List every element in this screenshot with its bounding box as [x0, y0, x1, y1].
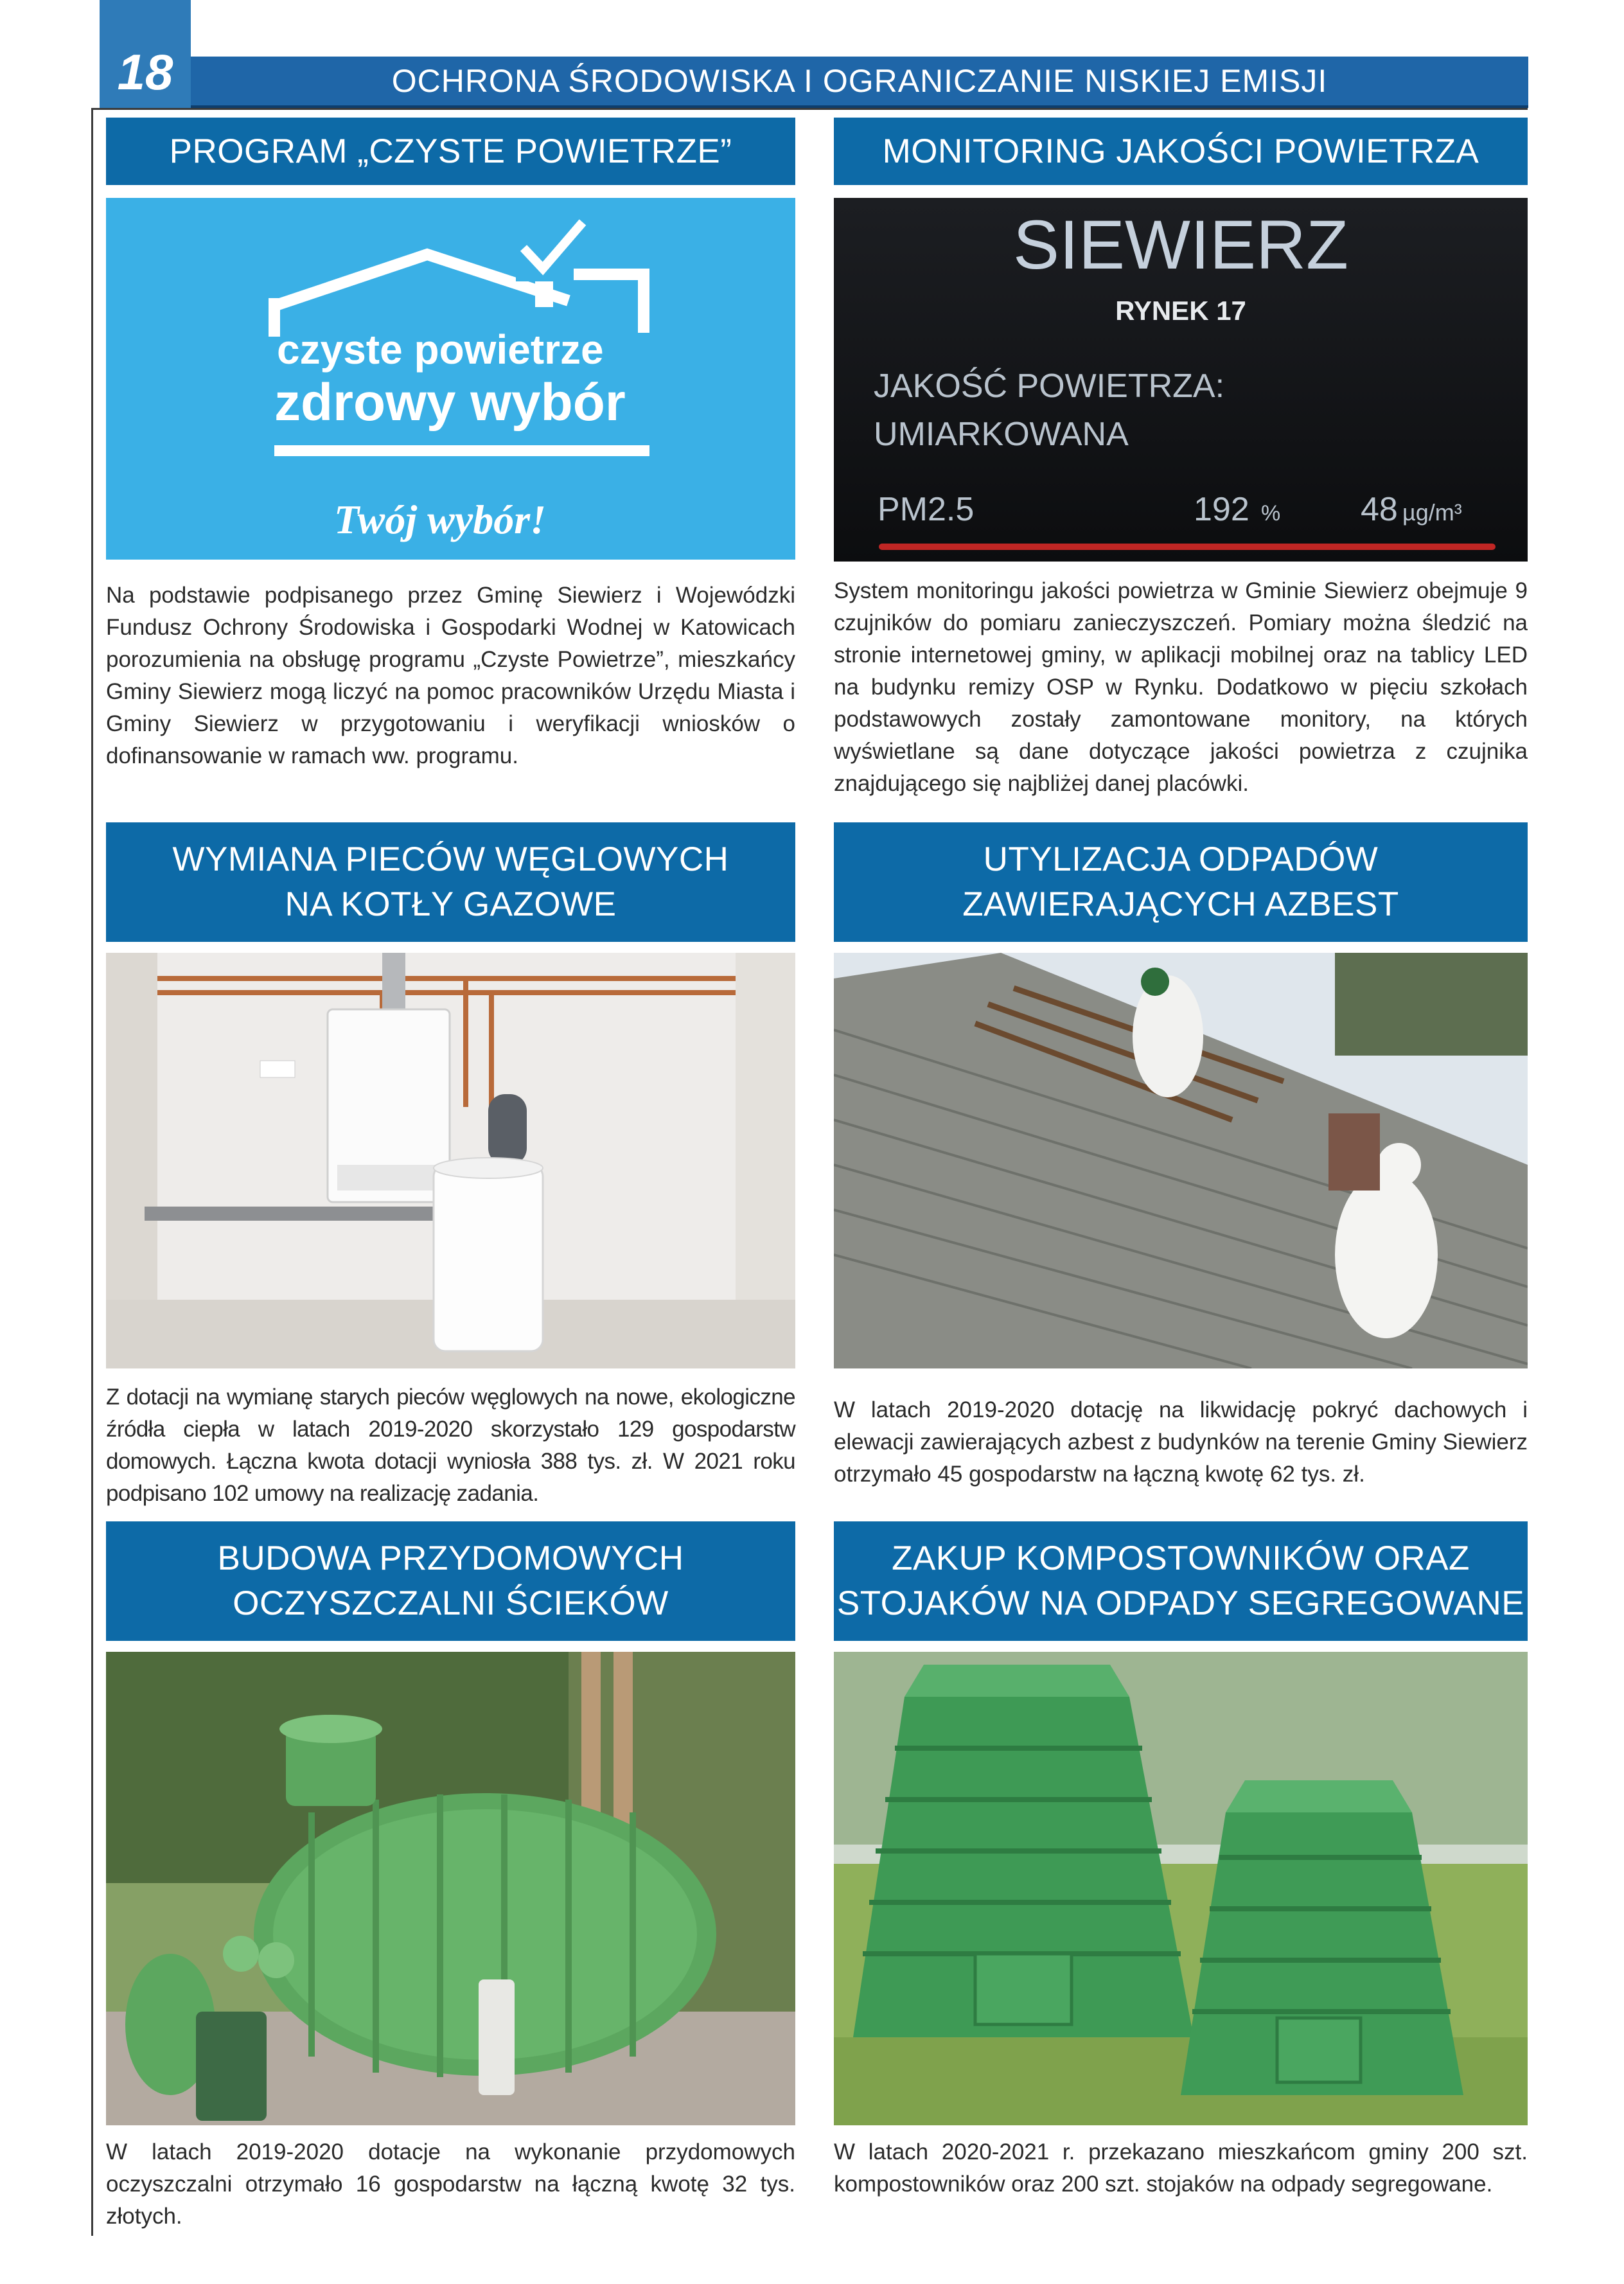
section-title-kompostowniki	[834, 1521, 1528, 1641]
logo-slogan: Twój wybór!	[333, 497, 547, 542]
display-pm-label: PM2.5	[878, 491, 975, 528]
septic-tank-photo	[106, 1652, 795, 2125]
kompostowniki-text: W latach 2020-2021 r. przekazano mieszkańcom gminy 200 szt. kompostowników oraz 200 szt. stojaków na odpady segregowane.	[834, 2139, 1528, 2197]
display-pm-unit: µg/m³	[1402, 499, 1462, 526]
logo-line1: czyste powietrze	[277, 326, 604, 373]
display-city: SIEWIERZ	[1012, 206, 1349, 283]
section-title-line1: WYMIANA PIECÓW WĘGLOWYCH	[172, 840, 729, 878]
section-title-monitoring	[834, 118, 1528, 185]
section-title-line2: STOJAKÓW NA ODPADY SEGREGOWANE	[836, 1584, 1525, 1622]
section-title-line1: UTYLIZACJA ODPADÓW	[983, 840, 1379, 878]
section-title-piece	[106, 822, 795, 942]
asbestos-removal-photo	[834, 953, 1528, 1368]
display-quality-label: JAKOŚĆ POWIETRZA:	[874, 367, 1225, 405]
section-title-text: MONITORING JAKOŚCI POWIETRZA	[882, 132, 1479, 170]
composters-illustration	[834, 1652, 1528, 2125]
gas-boiler-photo	[106, 953, 795, 1368]
section-title-czyste-powietrze	[106, 118, 795, 185]
section-title-line2: OCZYSZCZALNI ŚCIEKÓW	[233, 1584, 669, 1622]
section-title-text: PROGRAM „CZYSTE POWIETRZE”	[169, 132, 732, 170]
page-header: OCHRONA ŚRODOWISKA I OGRANICZANIE NISKIEJ EMISJI	[191, 57, 1528, 108]
azbest-text: W latach 2019-2020 dotację na likwidację pokryć dachowych i elewacji zawierających azbest z budynków na terenie Gminy Siewierz otrzymało 45 gospodarstw na łączną kwotę 62 tys. zł.	[834, 1397, 1528, 1487]
czyste-powietrze-text: Na podstawie podpisanego przez Gminę Siewierz i Wojewódzki Fundusz Ochrony Środowiska i Gospodarki Wodnej w Katowicach porozumienia na obsługę programu „Czyste Powietrze”, mieszkańcy Gminy Siewierz mogą liczyć na pomoc pracowników Urzędu Miasta i Gminy Siewierz w przygotowaniu i weryfikacji wniosków o dofinansowanie w ramach ww. programu.	[106, 583, 795, 768]
logo-line2: zdrowy wybór	[274, 373, 626, 432]
led-display	[834, 198, 1528, 562]
section-title-line2: NA KOTŁY GAZOWE	[285, 885, 617, 923]
section-title-oczyszczalnie	[106, 1521, 795, 1641]
display-pm-value: 48	[1361, 491, 1398, 528]
section-title-line2: ZAWIERAJĄCYCH AZBEST	[962, 885, 1399, 923]
frame-left-rule	[91, 108, 93, 2236]
page-number: 18	[100, 0, 191, 108]
section-title-line1: ZAKUP KOMPOSTOWNIKÓW ORAZ	[892, 1539, 1470, 1577]
monitoring-text: System monitoringu jakości powietrza w Gminie Siewierz obejmuje 9 czujników do pomiaru zanieczyszczeń. Pomiary można śledzić na stronie internetowej gminy, w aplikacji mobilnej oraz na tablicy LED na budynku remizy OSP w Rynku. Dodatkowo w pięciu szkołach podstawowych zostały zamontowane monitory, na których wyświetlane są dane dotyczące jakości powietrza z czujnika znajdującego się najbliżej danej placówki.	[834, 578, 1528, 796]
display-pm-percent-unit: %	[1261, 501, 1281, 526]
display-quality-value: UMIARKOWANA	[874, 416, 1129, 453]
boiler-illustration	[106, 953, 795, 1368]
frame-top-rule	[91, 108, 1528, 110]
septic-tank-illustration	[106, 1652, 795, 2125]
composters-photo	[834, 1652, 1528, 2125]
pm-level-bar	[879, 544, 1496, 550]
section-title-azbest	[834, 822, 1528, 942]
piece-text: Z dotacji na wymianę starych pieców węglowych na nowe, ekologiczne źródła ciepła w latach 2019-2020 skorzystało 129 gospodarstw domowych. Łączna kwota dotacji wyniosła 388 tys. zł. W 2021 roku podpisano 102 umowy na realizację zadania.	[106, 1385, 795, 1506]
oczyszczalnie-text: W latach 2019-2020 dotacje na wykonanie przydomowych oczyszczalni otrzymało 16 gospodarstw na łączną kwotę 32 tys. złotych.	[106, 2139, 795, 2229]
air-quality-display-photo	[834, 198, 1528, 562]
display-address: RYNEK 17	[1115, 296, 1246, 326]
logo-graphic	[106, 198, 795, 560]
section-title-line1: BUDOWA PRZYDOMOWYCH	[217, 1539, 684, 1577]
roof-illustration	[834, 953, 1528, 1368]
czyste-powietrze-logo	[106, 198, 795, 560]
display-pm-percent: 192	[1194, 491, 1249, 528]
